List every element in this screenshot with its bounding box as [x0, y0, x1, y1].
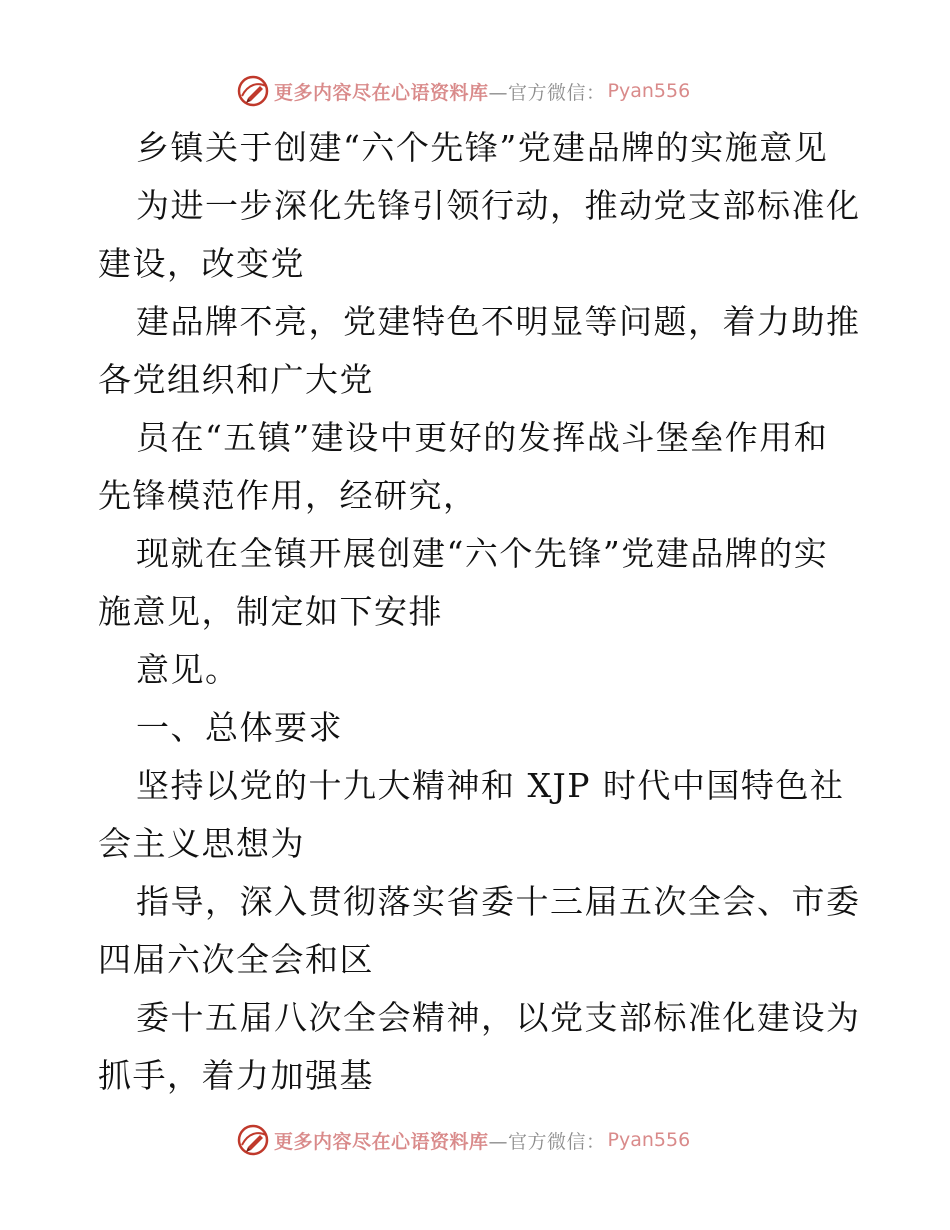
header-watermark	[236, 71, 690, 111]
paragraph-line: 指导，深入贯彻落实省委十三届五次全会、市委	[136, 882, 861, 921]
paragraph-line: 先锋模范作用，经研究，	[98, 476, 478, 515]
paragraph-line: 各党组织和广大党	[98, 360, 374, 399]
paragraph-line: 抓手，着力加强基	[98, 1056, 374, 1095]
watermark-wechat-id: Pyan556	[607, 80, 691, 102]
paragraph-line: 四届六次全会和区	[98, 940, 374, 979]
watermark-wechat-label: —官方微信：	[488, 1130, 606, 1153]
paragraph-line: 员在“五镇”建设中更好的发挥战斗堡垒作用和	[136, 418, 829, 457]
watermark-wechat-id: Pyan556	[607, 1129, 691, 1151]
paragraph-line: 坚持以党的十九大精神和 XJP 时代中国特色社	[136, 766, 845, 805]
paragraph-line: 为进一步深化先锋引领行动，推动党支部标准化	[136, 186, 861, 225]
document-body	[98, 119, 861, 1105]
watermark-library-text: 更多内容尽在心语资料库	[274, 81, 489, 104]
document-title: 乡镇关于创建“六个先锋”党建品牌的实施意见	[136, 128, 829, 167]
paragraph-line: 意见。	[136, 650, 240, 689]
paragraph-line: 建品牌不亮，党建特色不明显等问题，着力助推	[136, 302, 861, 341]
paragraph-line: 委十五届八次全会精神，以党支部标准化建设为	[136, 998, 861, 1037]
paragraph-line: 施意见，制定如下安排	[98, 592, 443, 631]
pen-logo-icon	[236, 74, 270, 108]
watermark-library-text: 更多内容尽在心语资料库	[274, 1130, 489, 1153]
watermark-wechat-label: —官方微信：	[488, 81, 606, 104]
paragraph-line: 现就在全镇开展创建“六个先锋”党建品牌的实	[136, 534, 829, 573]
section-heading: 一、总体要求	[136, 708, 343, 747]
paragraph-line: 会主义思想为	[98, 824, 305, 863]
paragraph-line: 建设，改变党	[98, 244, 305, 283]
pen-logo-icon	[236, 1123, 270, 1157]
footer-watermark	[236, 1120, 690, 1160]
